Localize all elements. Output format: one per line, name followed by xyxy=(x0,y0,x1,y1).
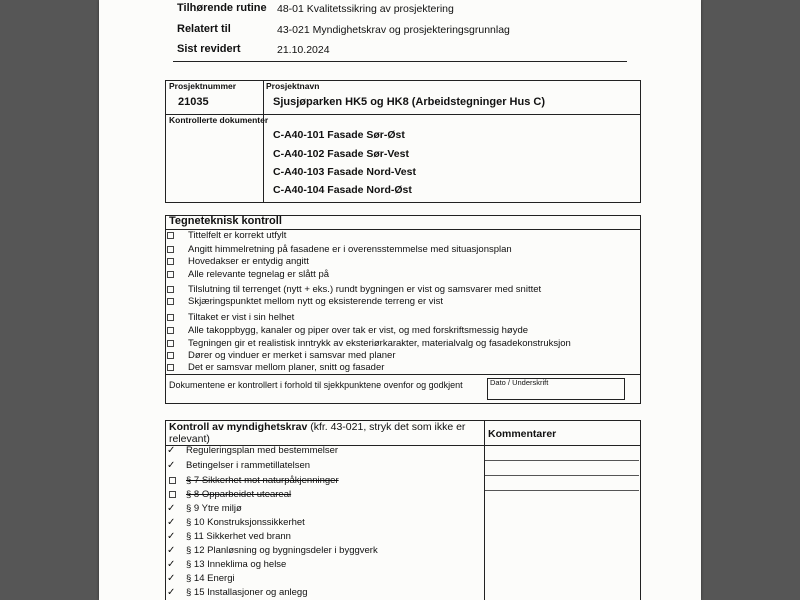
authority-title xyxy=(169,421,479,445)
requirement-item[interactable]: § 7 Sikkerhet mot naturpåkjenninger xyxy=(167,475,339,486)
requirement-item[interactable]: § 8 Opparbeidet uteareal xyxy=(167,489,291,500)
header-rule xyxy=(173,61,627,62)
approval-statement: Dokumentene er kontrollert i forhold til sjekkpunktene ovenfor og godkjent xyxy=(169,380,463,390)
checklist-item[interactable]: Tiltaket er vist i sin helhet xyxy=(167,312,294,323)
checkbox-icon[interactable] xyxy=(167,364,174,371)
checklist-item[interactable]: Skjæringspunktet mellom nytt og eksisterende terreng er vist xyxy=(167,296,443,307)
checklist-item[interactable]: Angitt himmelretning på fasadene er i overensstemmelse med situasjonsplan xyxy=(167,244,512,255)
comments-column-divider xyxy=(484,420,485,600)
checklist-item[interactable]: Alle relevante tegnelag er slått på xyxy=(167,269,329,280)
comment-line xyxy=(485,490,639,491)
project-number-label: Prosjektnummer xyxy=(169,81,237,91)
checkbox-icon[interactable] xyxy=(167,352,174,359)
document-page xyxy=(99,0,701,600)
checkmark-icon: ✓ xyxy=(167,586,176,598)
controlled-docs-label: Kontrollerte dokumenter xyxy=(169,115,269,125)
requirement-item[interactable]: ✓ § 12 Planløsning og bygningsdeler i byggverk xyxy=(167,544,378,556)
checklist-item[interactable]: Alle takoppbygg, kanaler og piper over tak er vist, og med forskriftsmessig høyde xyxy=(167,325,528,336)
checkmark-icon: ✓ xyxy=(167,530,176,542)
checkbox-icon[interactable] xyxy=(167,246,174,253)
checkbox-icon[interactable] xyxy=(167,271,174,278)
checkbox-icon[interactable] xyxy=(169,491,176,498)
checkbox-icon[interactable] xyxy=(167,340,174,347)
checkbox-icon[interactable] xyxy=(167,327,174,334)
requirement-item[interactable]: ✓ § 10 Konstruksjonssikkerhet xyxy=(167,516,305,528)
controlled-doc: C-A40-103 Fasade Nord-Vest xyxy=(273,166,416,178)
checklist-item[interactable]: Tilslutning til terrenget (nytt + eks.) rundt bygningen er vist og samsvarer med snittet xyxy=(167,284,541,295)
checkbox-icon[interactable] xyxy=(167,314,174,321)
requirement-item[interactable]: ✓ § 9 Ytre miljø xyxy=(167,502,242,514)
controlled-doc: C-A40-102 Fasade Sør-Vest xyxy=(273,148,409,160)
tech-control-title: Tegneteknisk kontroll xyxy=(169,215,282,227)
checkmark-icon: ✓ xyxy=(167,502,176,514)
tech-footer-rule xyxy=(165,374,641,375)
comments-header: Kommentarer xyxy=(488,428,557,440)
authority-subtitle: (kfr. 43-021, stryk det som ikke er relevant) xyxy=(169,421,466,445)
date-signature-label: Dato / Underskrift xyxy=(490,378,549,387)
checkmark-icon: ✓ xyxy=(167,444,176,456)
requirement-item[interactable]: ✓ § 11 Sikkerhet ved brann xyxy=(167,530,291,542)
checklist-item[interactable]: Tegningen gir et realistisk inntrykk av eksteriørkarakter, materialvalg og fasadekonstruksjon xyxy=(167,338,571,349)
project-name-label: Prosjektnavn xyxy=(266,81,320,91)
meta-label-revised: Sist revidert xyxy=(177,43,241,55)
controlled-doc: C-A40-101 Fasade Sør-Øst xyxy=(273,129,405,141)
project-number: 21035 xyxy=(178,96,209,108)
requirement-item[interactable]: ✓ § 15 Installasjoner og anlegg xyxy=(167,586,308,598)
checkbox-icon[interactable] xyxy=(167,298,174,305)
meta-label-related: Relatert til xyxy=(177,23,231,35)
meta-value-related: 43-021 Myndighetskrav og prosjekteringsgrunnlag xyxy=(277,24,510,36)
checkbox-icon[interactable] xyxy=(167,286,174,293)
requirement-item[interactable]: ✓ Betingelser i rammetillatelsen xyxy=(167,459,311,471)
project-name: Sjusjøparken HK5 og HK8 (Arbeidstegninger Hus C) xyxy=(273,96,545,108)
checkmark-icon: ✓ xyxy=(167,459,176,471)
checklist-item[interactable]: Dører og vinduer er merket i samsvar med planer xyxy=(167,350,396,361)
comment-line xyxy=(485,460,639,461)
comment-line xyxy=(485,475,639,476)
checkmark-icon: ✓ xyxy=(167,572,176,584)
meta-value-routine: 48-01 Kvalitetssikring av prosjektering xyxy=(277,3,454,15)
checkbox-icon[interactable] xyxy=(167,232,174,239)
requirement-item[interactable]: ✓ § 13 Inneklima og helse xyxy=(167,558,287,570)
checklist-item[interactable]: Hovedakser er entydig angitt xyxy=(167,256,309,267)
checkmark-icon: ✓ xyxy=(167,544,176,556)
controlled-doc: C-A40-104 Fasade Nord-Øst xyxy=(273,184,412,196)
project-box-divider xyxy=(263,80,264,203)
checklist-item[interactable]: Det er samsvar mellom planer, snitt og fasader xyxy=(167,362,384,373)
meta-value-revised: 21.10.2024 xyxy=(277,44,330,56)
checklist-item[interactable]: Tittelfelt er korrekt utfylt xyxy=(167,230,286,241)
checkbox-icon[interactable] xyxy=(167,258,174,265)
checkmark-icon: ✓ xyxy=(167,516,176,528)
checkmark-icon: ✓ xyxy=(167,558,176,570)
requirement-item[interactable]: ✓ § 14 Energi xyxy=(167,572,235,584)
authority-title-text: Kontroll av myndighetskrav xyxy=(169,421,308,433)
meta-label-routine: Tilhørende rutine xyxy=(177,2,267,14)
checkbox-icon[interactable] xyxy=(169,477,176,484)
requirement-item[interactable]: ✓ Reguleringsplan med bestemmelser xyxy=(167,444,339,456)
